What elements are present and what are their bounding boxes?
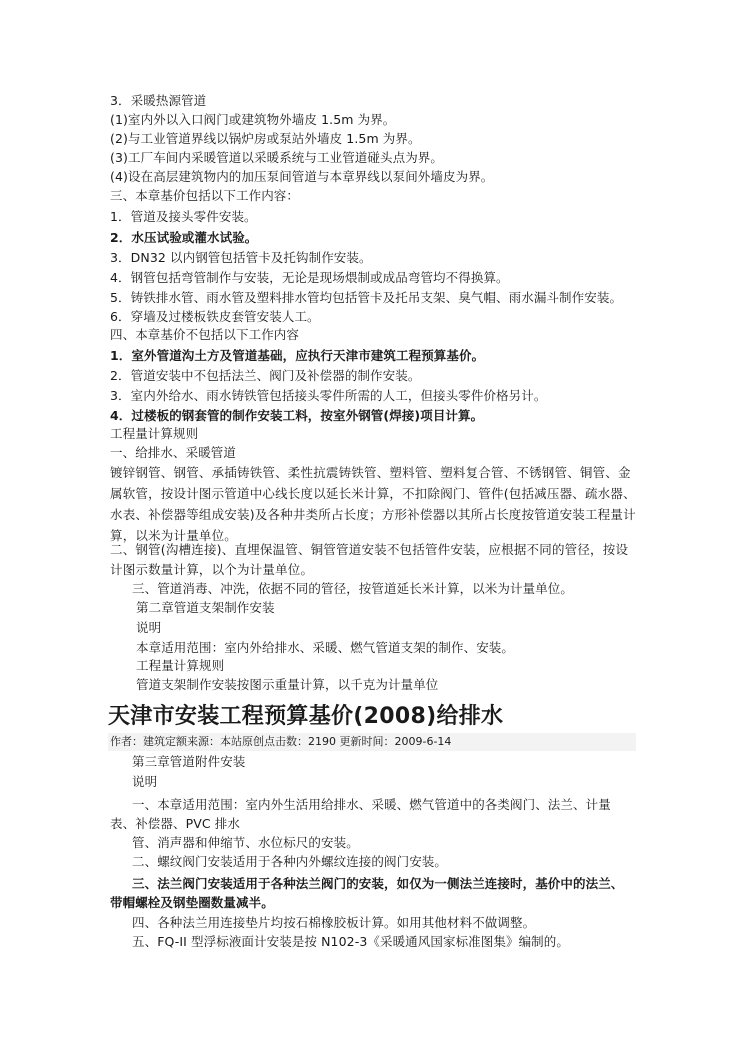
- text-line-bold: 三、法兰阀门安装适用于各种法兰阀门的安装，如仅为一侧法兰连接时，基价中的法兰、: [132, 876, 624, 891]
- text-line-bold: 1．室外管道沟土方及管道基础，应执行天津市建筑工程预算基价。: [110, 348, 485, 363]
- subheading-notes: 说明: [132, 774, 158, 789]
- text-line: 一、本章适用范围：室内外生活用给排水、采暖、燃气管道中的各类阀门、法兰、计量: [132, 797, 611, 812]
- article-meta: 作者：建筑定额来源：本站原创点击数：2190 更新时间：2009-6-14: [108, 733, 636, 751]
- text-line: 表、补偿器、PVC 排水: [110, 816, 240, 831]
- text-line: (2)与工业管道界线以锅炉房或泵站外墙皮 1.5m 为界。: [110, 131, 421, 146]
- text-line: (3)工厂车间内采暖管道以采暖系统与工业管道碰头点为界。: [110, 150, 444, 165]
- text-line-bold: 4．过楼板的钢套管的制作安装工料，按室外钢管(焊接)项目计算。: [110, 408, 484, 423]
- text-line-bold: 2．水压试验或灌水试验。: [110, 230, 258, 245]
- text-line: 管、消声器和伸缩节、水位标尺的安装。: [132, 835, 359, 850]
- article-title: 天津市安装工程预算基价(2008)给排水: [108, 704, 504, 729]
- subheading-rules: 工程量计算规则: [136, 658, 225, 673]
- chapter-heading-fittings: 第三章管道附件安装: [132, 754, 246, 769]
- chapter-heading-supports: 第二章管道支架制作安装: [136, 600, 275, 615]
- paragraph-steel-pipe: 二、钢管(沟槽连接)、直埋保温管、铜管管道安装不包括管件安装，应根据不同的管径，按设计图示数量计算，以个为计量单位。: [110, 542, 629, 577]
- text-line: 二、螺纹阀门安装适用于各种内外螺纹连接的阀门安装。: [132, 854, 448, 869]
- subheading-notes: 说明: [136, 620, 162, 635]
- text-line: 3．室内外给水、雨水铸铁管包括接头零件所需的人工，但接头零件价格另计。: [110, 388, 547, 403]
- text-line: 4．钢管包括弯管制作与安装，无论是现场煨制或成品弯管均不得换算。: [110, 270, 509, 285]
- section-heading-included: 三、本章基价包括以下工作内容：: [110, 188, 300, 203]
- text-line: 本章适用范围：室内外给排水、采暖、燃气管道支架的制作、安装。: [136, 640, 515, 655]
- text-line: 6．穿墙及过楼板铁皮套管安装人工。: [110, 309, 320, 324]
- text-line: 五、FQ-II 型浮标液面计安装是按 N102-3《采暖通风国家标准图集》编制的。: [132, 934, 569, 949]
- text-line: 三、管道消毒、冲洗，依据不同的管径，按管道延长米计算，以米为计量单位。: [132, 581, 574, 596]
- text-line: (1)室内外以入口阀门或建筑物外墙皮 1.5m 为界。: [110, 112, 396, 127]
- section-heating-source: 3．采暖热源管道: [110, 93, 207, 108]
- section-heading-rules: 工程量计算规则: [110, 426, 199, 441]
- paragraph-pipe-measurement: 镀锌钢管、钢管、承插铸铁管、柔性抗震铸铁管、塑料管、塑料复合管、不锈钢管、铜管、金属软管，按设计图示管道中心线长度以延长米计算，不扣除阀门、管件(包括减压器、疏水器、水表、补偿器等组成安装)及各种井类所占长度；方形补偿器以其所占长度按管道安装工程量计算，以米为计量单位。: [110, 465, 636, 543]
- text-line: 管道支架制作安装按图示重量计算，以千克为计量单位: [136, 677, 439, 692]
- text-line: 四、各种法兰用连接垫片均按石棉橡胶板计算。如用其他材料不做调整。: [132, 915, 536, 930]
- section-heading-pipes: 一、给排水、采暖管道: [110, 445, 237, 460]
- text-line: 2．管道安装中不包括法兰、阀门及补偿器的制作安装。: [110, 368, 421, 383]
- section-heading-excluded: 四、本章基价不包括以下工作内容: [110, 327, 300, 342]
- text-line: (4)设在高层建筑物内的加压泵间管道与本章界线以泵间外墙皮为界。: [110, 169, 494, 184]
- text-line: 3．DN32 以内钢管包括管卡及托钩制作安装。: [110, 250, 372, 265]
- text-line: 5．铸铁排水管、雨水管及塑料排水管均包括管卡及托吊支架、臭气帽、雨水漏斗制作安装。: [110, 290, 623, 305]
- text-line-bold: 带帽螺栓及钢垫圈数量减半。: [110, 895, 274, 910]
- text-line: 1．管道及接头零件安装。: [110, 209, 257, 224]
